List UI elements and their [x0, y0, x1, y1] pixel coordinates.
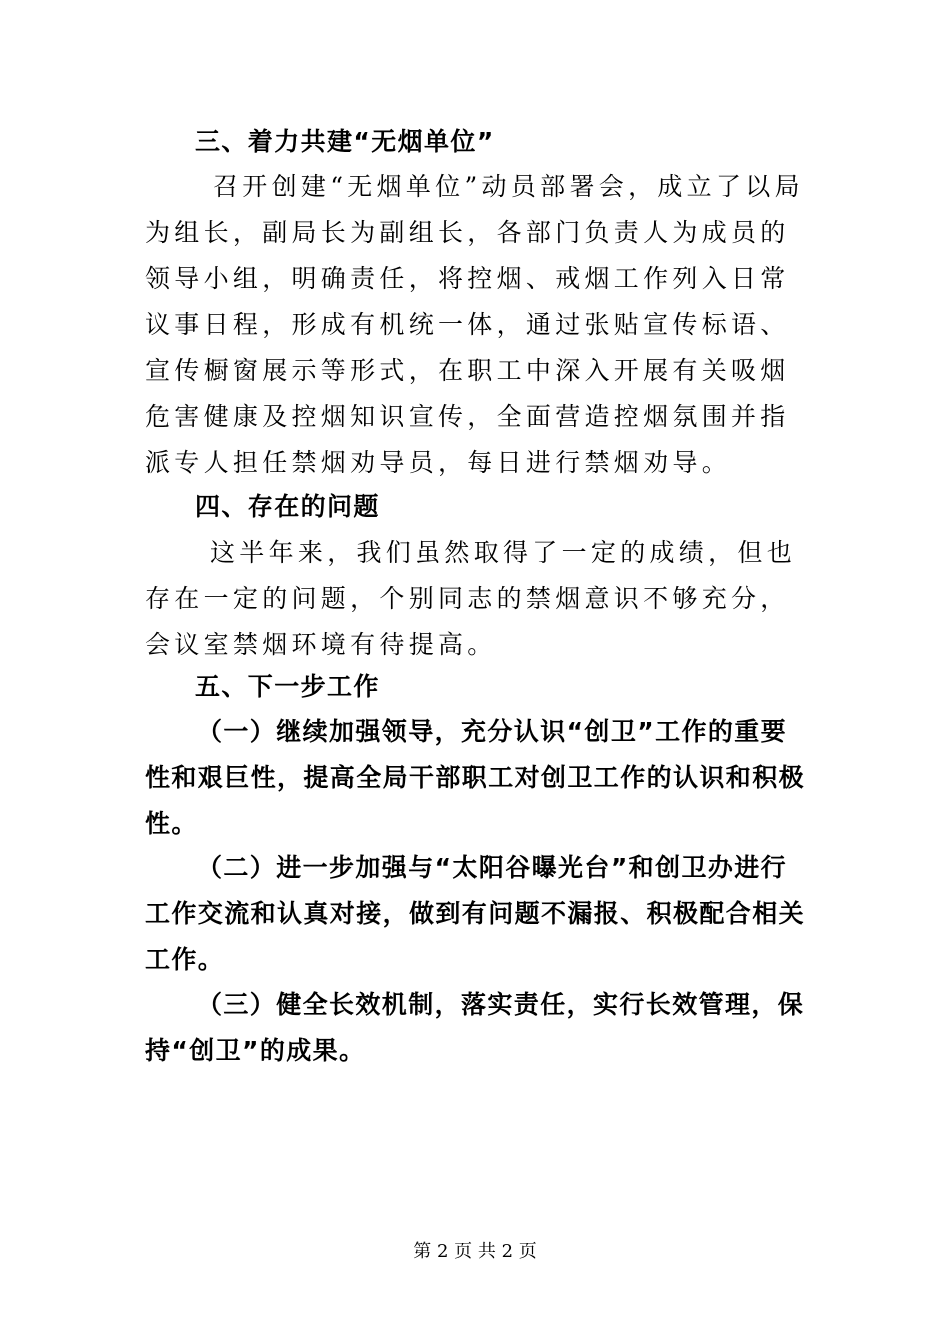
work-item-2: （二）进一步加强与“太阳谷曝光台”和创卫办进行工作交流和认真对接，做到有问题不漏报、积极配合相关工作。: [145, 853, 806, 974]
section-body-3: 召开创建“无烟单位”动员部署会，成立了以局为组长，副局长为副组长，各部门负责人为成员的领导小组，明确责任，将控烟、戒烟工作列入日常议事日程，形成有机统一体，通过张贴宣传标语、宣传橱窗展示等形式，在职工中深入开展有关吸烟危害健康及控烟知识宣传，全面营造控烟氛围并指派专人担任禁烟劝导员，每日进行禁烟劝导。: [145, 172, 804, 477]
section-heading-4: 四、存在的问题: [195, 492, 380, 521]
section-heading-3: 三、着力共建“无烟单位”: [195, 127, 495, 156]
section-heading-5: 五、下一步工作: [195, 672, 380, 701]
work-item-3: （三）健全长效机制，落实责任，实行长效管理，保持“创卫”的成果。: [145, 990, 805, 1065]
section-body-4: 这半年来，我们虽然取得了一定的成绩，但也存在一定的问题，个别同志的禁烟意识不够充分，会议室禁烟环境有待提高。: [145, 538, 797, 659]
work-item-1: （一）继续加强领导，充分认识“创卫”工作的重要性和艰巨性，提高全局干部职工对创卫工作的认识和积极性。: [145, 717, 806, 838]
page-number-footer: 第 2 页 共 2 页: [413, 1241, 537, 1262]
